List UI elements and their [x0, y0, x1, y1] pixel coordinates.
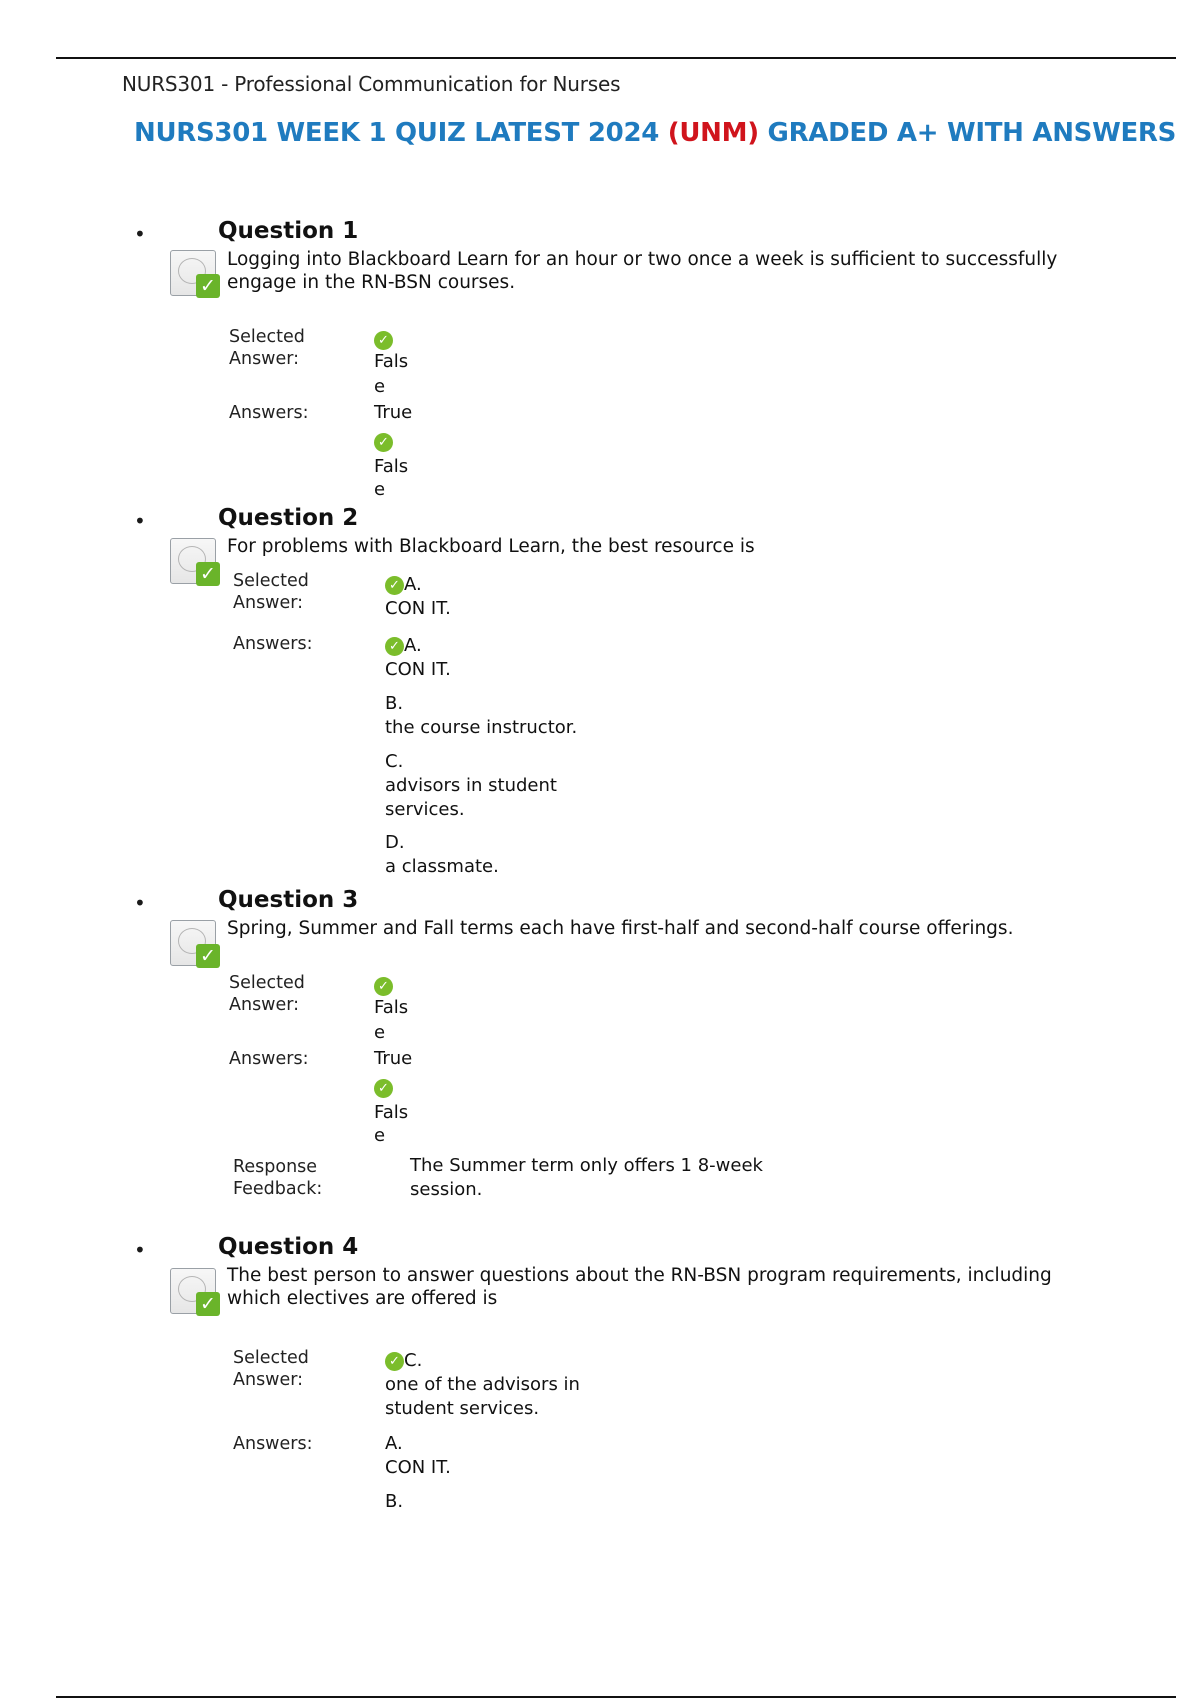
- answer-option: Fals: [374, 1102, 409, 1123]
- course-header: NURS301 - Professional Communication for Nurses: [122, 72, 621, 96]
- answers-label: Answers:: [233, 1434, 313, 1454]
- selected-label: Selected: [229, 973, 305, 993]
- answer-option-text: CON IT.: [385, 659, 451, 680]
- question-title: Question 4: [218, 1234, 359, 1260]
- answer-label: Answer:: [229, 349, 300, 369]
- title-part2: GRADED A+ WITH ANSWERS: [758, 118, 1177, 148]
- check-icon: ✓: [374, 433, 393, 452]
- answer-option-wrap: e: [374, 1125, 386, 1146]
- correct-answer-icon: ✓: [168, 918, 224, 970]
- selected-answer-text: CON IT.: [385, 598, 451, 619]
- correct-answer-icon: ✓: [168, 1266, 224, 1318]
- question-title: Question 1: [218, 218, 359, 244]
- selected-label: Selected: [229, 327, 305, 347]
- correct-answer-icon: ✓: [168, 536, 224, 588]
- feedback-label: Feedback:: [233, 1179, 323, 1199]
- response-feedback: The Summer term only offers 1 8-week session.: [410, 1155, 763, 1200]
- bullet: •: [134, 891, 146, 915]
- answers-label: Answers:: [229, 1049, 309, 1069]
- page-title: [134, 118, 1176, 148]
- answer-label: Answer:: [233, 1370, 304, 1390]
- bullet: •: [134, 509, 146, 533]
- check-icon: ✓: [385, 1352, 404, 1371]
- question-text: Spring, Summer and Fall terms each have first-half and second-half course offerings.: [227, 918, 1014, 939]
- answer-option: Fals: [374, 456, 409, 477]
- answer-option-letter: B.: [385, 1491, 404, 1512]
- title-part1: NURS301 WEEK 1 QUIZ LATEST 2024: [134, 118, 668, 148]
- question-text: Logging into Blackboard Learn for an hour or two once a week is sufficient to successfully engage in the RN-BSN courses.: [227, 249, 1058, 293]
- answer-option-text: advisors in student services.: [385, 775, 557, 820]
- answer-option-text: the course instructor.: [385, 717, 578, 738]
- selected-value: Fals: [374, 997, 409, 1018]
- answer-option-letter: ✓ A.: [385, 634, 422, 658]
- selected-value-wrap: e: [374, 1022, 386, 1043]
- check-icon: ✓: [385, 637, 404, 656]
- selected-answer-text: one of the advisors in student services.: [385, 1374, 580, 1419]
- check-icon: ✓: [385, 576, 404, 595]
- question-text: The best person to answer questions about the RN-BSN program requirements, including which electives are offered is: [227, 1265, 1052, 1309]
- answer-option-letter: D.: [385, 832, 405, 853]
- answer-label: Answer:: [229, 995, 300, 1015]
- answer-option: True: [374, 402, 413, 423]
- bullet: •: [134, 222, 146, 246]
- bottom-rule: [56, 1696, 1176, 1698]
- question-title: Question 3: [218, 887, 359, 913]
- correct-answer-icon: ✓: [168, 248, 224, 300]
- answer-option: True: [374, 1048, 413, 1069]
- bullet: •: [134, 1238, 146, 1262]
- answer-option-wrap: e: [374, 479, 386, 500]
- title-red: (UNM): [667, 118, 759, 148]
- answer-option-text: a classmate.: [385, 856, 499, 877]
- question-title: Question 2: [218, 505, 359, 531]
- answers-label: Answers:: [229, 403, 309, 423]
- answer-option-letter: B.: [385, 693, 404, 714]
- response-label: Response: [233, 1157, 318, 1177]
- check-icon: ✓: [374, 977, 393, 996]
- check-icon: ✓: [374, 331, 393, 350]
- check-icon: ✓: [374, 1079, 393, 1098]
- answer-option-text: CON IT.: [385, 1457, 451, 1478]
- answer-label: Answer:: [233, 593, 304, 613]
- selected-value: Fals: [374, 351, 409, 372]
- top-rule: [56, 57, 1176, 59]
- selected-value-wrap: e: [374, 376, 386, 397]
- answers-label: Answers:: [233, 634, 313, 654]
- answer-option-letter: A.: [385, 1433, 403, 1454]
- question-text: For problems with Blackboard Learn, the best resource is: [227, 536, 755, 557]
- selected-answer: ✓ A.: [385, 573, 422, 597]
- selected-answer: ✓ C.: [385, 1349, 422, 1373]
- answer-option-letter: C.: [385, 751, 404, 772]
- selected-label: Selected: [233, 1348, 309, 1368]
- selected-label: Selected: [233, 571, 309, 591]
